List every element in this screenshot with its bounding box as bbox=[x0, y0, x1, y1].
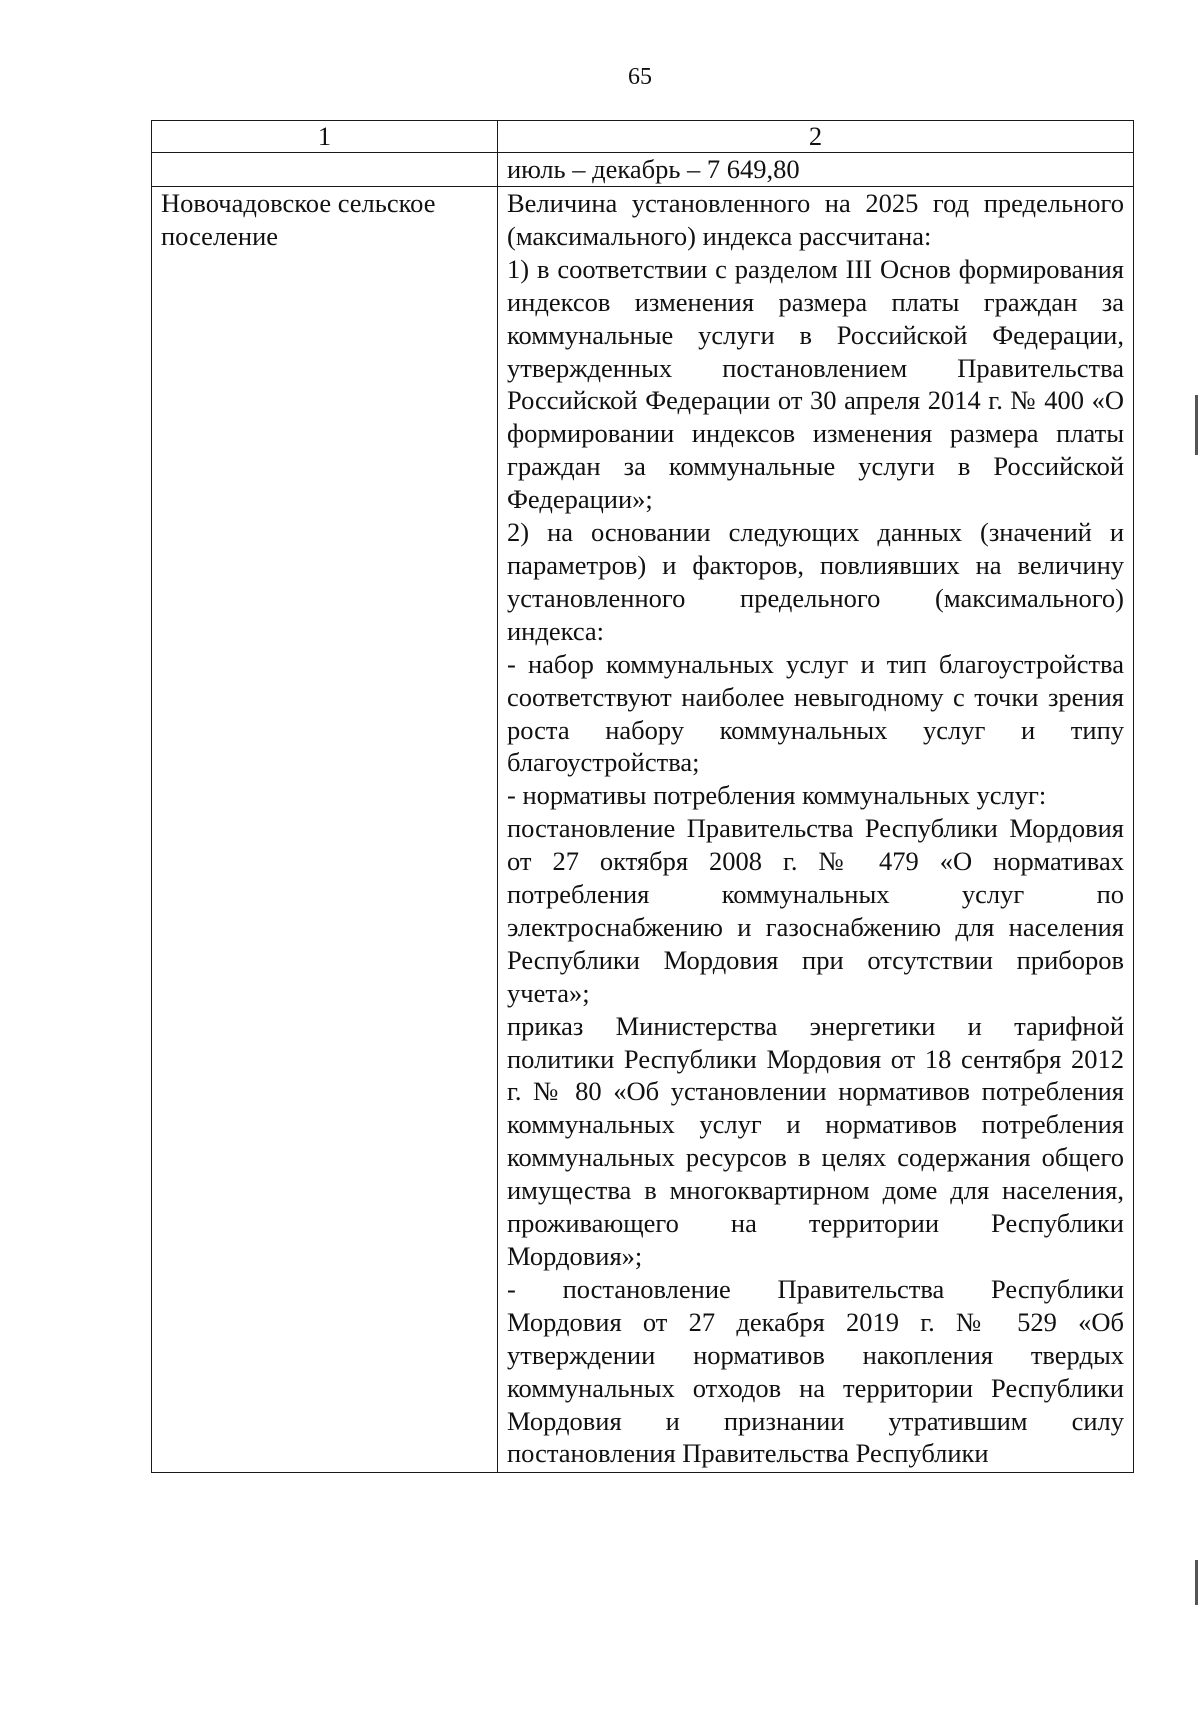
paragraph: приказ Министерства энергетики и тарифной политики Республики Мордовия от 18 сентября 2012 г. № 80 «Об установлении нормативов потребления коммунальных услуг и нормативов потребления коммунальных ресурсов в целях содержания общего имущества в многоквартирном доме для населения, проживающего на территории Республики Мордовия»; bbox=[507, 1010, 1124, 1271]
document-table bbox=[151, 120, 1134, 1473]
table-row bbox=[152, 187, 1134, 1473]
header-col-1: 1 bbox=[152, 121, 498, 153]
settlement-name: Новочадовское сельское поселение bbox=[152, 187, 498, 1473]
paragraph: 2) на основании следующих данных (значений и параметров) и факторов, повлиявших на величину установленного предельного (максимального) индекса: bbox=[507, 517, 1124, 646]
page-number: 65 bbox=[628, 64, 652, 90]
scan-edge-mark bbox=[1195, 1560, 1198, 1605]
continuation-period-value: июль – декабрь – 7 649,80 bbox=[498, 153, 1134, 187]
paragraph: - набор коммунальных услуг и тип благоустройства соответствуют наиболее невыгодному с точки зрения роста набору коммунальных услуг и типу благоустройства; bbox=[507, 648, 1124, 778]
header-col-2: 2 bbox=[498, 121, 1134, 153]
paragraph: Величина установленного на 2025 год предельного (максимального) индекса рассчитана: bbox=[507, 188, 1124, 251]
paragraph: - постановление Правительства Республики Мордовия от 27 декабря 2019 г. № 529 «Об утверждении нормативов накопления твердых коммунальных отходов на территории Республики Мордовия и признании утратившим силу постановления Правительства Республики bbox=[507, 1273, 1124, 1469]
paragraph: 1) в соответствии с разделом III Основ формирования индексов изменения размера платы граждан за коммунальные услуги в Российской Федерации, утвержденных постановлением Правительства Российской Федерации от 30 апреля 2014 г. № 400 «О формировании индексов изменения размера платы граждан за коммунальные услуги в Российской Федерации»; bbox=[507, 253, 1124, 515]
paragraph: постановление Правительства Республики Мордовия от 27 октября 2008 г. № 479 «О нормативах потребления коммунальных услуг по электроснабжению и газоснабжению для населения Республики Мордовия при отсутствии приборов учета»; bbox=[507, 813, 1124, 1008]
table-row bbox=[152, 153, 1134, 187]
paragraph: - нормативы потребления коммунальных услуг: bbox=[507, 780, 1047, 811]
index-description bbox=[498, 187, 1134, 1473]
continuation-col-1 bbox=[152, 153, 498, 187]
scan-edge-mark bbox=[1195, 395, 1198, 455]
table-header-row bbox=[152, 121, 1134, 153]
